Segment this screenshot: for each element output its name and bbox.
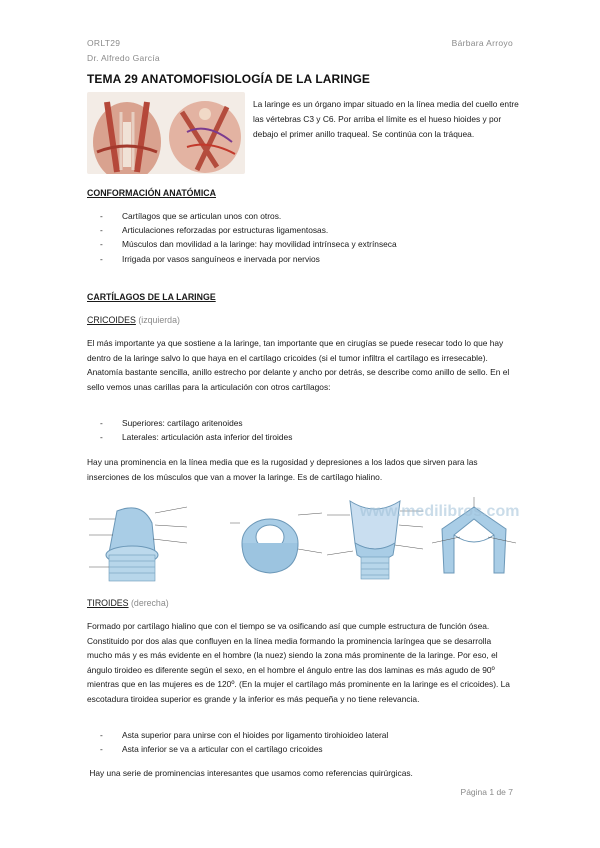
cricoid-figure-anterior bbox=[87, 493, 227, 583]
tiroides-paragraph-2: Hay una serie de prominencias interesantes que usamos como referencias quirúrgicas. bbox=[87, 768, 413, 778]
tiroides-paragraph: Formado por cartílago hialino que con el tiempo se va osificando así que cumple estructura de función ósea. Constituido por dos alas que confluyen en la línea media formando la prominencia laríngea que se desarrolla mucho más y es más evidente en el hombre (la nuez) siendo la zona más prominente de la laringe. Por eso, el ángulo tiroideo es diferente según el sexo, en el hombre el ángulo entre las dos laminas es más agudo de 90º mientras que en las mujeres es de 120º. (En la mujer el cartílago más prominente en la laringe es el cricoides). La escotadura tiroidea superior es grande y la inferior es más pequeña y no tiene relevancia. bbox=[87, 621, 510, 704]
list-item: - Músculos dan movilidad a la laringe: hay movilidad intrínseca y extrínseca bbox=[100, 237, 397, 251]
heading-conformacion: CONFORMACIÓN ANATÓMICA bbox=[87, 188, 217, 198]
list-item: - Cartílagos que se articulan unos con otros. bbox=[100, 209, 397, 223]
tiroides-list bbox=[100, 728, 388, 756]
watermark: www.medilibros.com bbox=[360, 503, 520, 520]
cricoides-note: (izquierda) bbox=[138, 315, 180, 325]
neck-anatomy-image bbox=[87, 92, 245, 174]
cricoid-figure-lateral bbox=[230, 493, 325, 583]
list-item: - Irrigada por vasos sanguíneos e inervada por nervios bbox=[100, 252, 397, 266]
subheading-tiroides bbox=[87, 598, 169, 608]
page-number: Página 1 de 7 bbox=[460, 787, 513, 797]
cricoides-list bbox=[100, 416, 292, 444]
header-author: Bárbara Arroyo bbox=[451, 38, 513, 48]
list-item: - Superiores: cartílago aritenoides bbox=[100, 416, 292, 430]
header-professor: Dr. Alfredo García bbox=[87, 53, 160, 63]
cricoides-paragraph: El más importante ya que sostiene a la laringe, tan importante que en cirugías se puede resecar todo lo que hay dentro de la laringe salvo lo que haya en el cartílago cricoides (si el tumor infiltra el cartílago es irresecable). Anatomía bastante sencilla, anillo estrecho por delante y ancho por detrás, se describe como anillo de sello. En el sello vemos unas carillas para la articulación con otros cartílagos: bbox=[87, 338, 510, 392]
page-title: TEMA 29 ANATOMOFISIOLOGÍA DE LA LARINGE bbox=[87, 72, 371, 86]
intro-paragraph: La laringe es un órgano impar situado en la línea media del cuello entre las vértebras C3 y C6. Por arriba el límite es el hueso hioides y por debajo el primer anillo traqueal. Se continúa con la tráquea. bbox=[253, 99, 519, 139]
subheading-cricoides bbox=[87, 315, 180, 325]
list-item: - Asta superior para unirse con el hioides por ligamento tirohioideo lateral bbox=[100, 728, 388, 742]
heading-cartilagos: CARTÍLAGOS DE LA LARINGE bbox=[87, 292, 216, 302]
conformacion-list bbox=[100, 209, 397, 266]
tiroides-name: TIROIDES bbox=[87, 598, 129, 608]
list-item: - Asta inferior se va a articular con el cartílago cricoides bbox=[100, 742, 388, 756]
tiroides-note: (derecha) bbox=[131, 598, 169, 608]
cricoides-paragraph-2: Hay una prominencia en la línea media que es la rugosidad y depresiones a los lados que sirven para las inserciones de los músculos que van a mover la laringe. Es de cartílago hialino. bbox=[87, 457, 478, 482]
header-course: ORLT29 bbox=[87, 38, 121, 48]
cricoides-name: CRICOIDES bbox=[87, 315, 136, 325]
list-item: - Laterales: articulación asta inferior del tiroides bbox=[100, 430, 292, 444]
list-item: - Articulaciones reforzadas por estructuras ligamentosas. bbox=[100, 223, 397, 237]
